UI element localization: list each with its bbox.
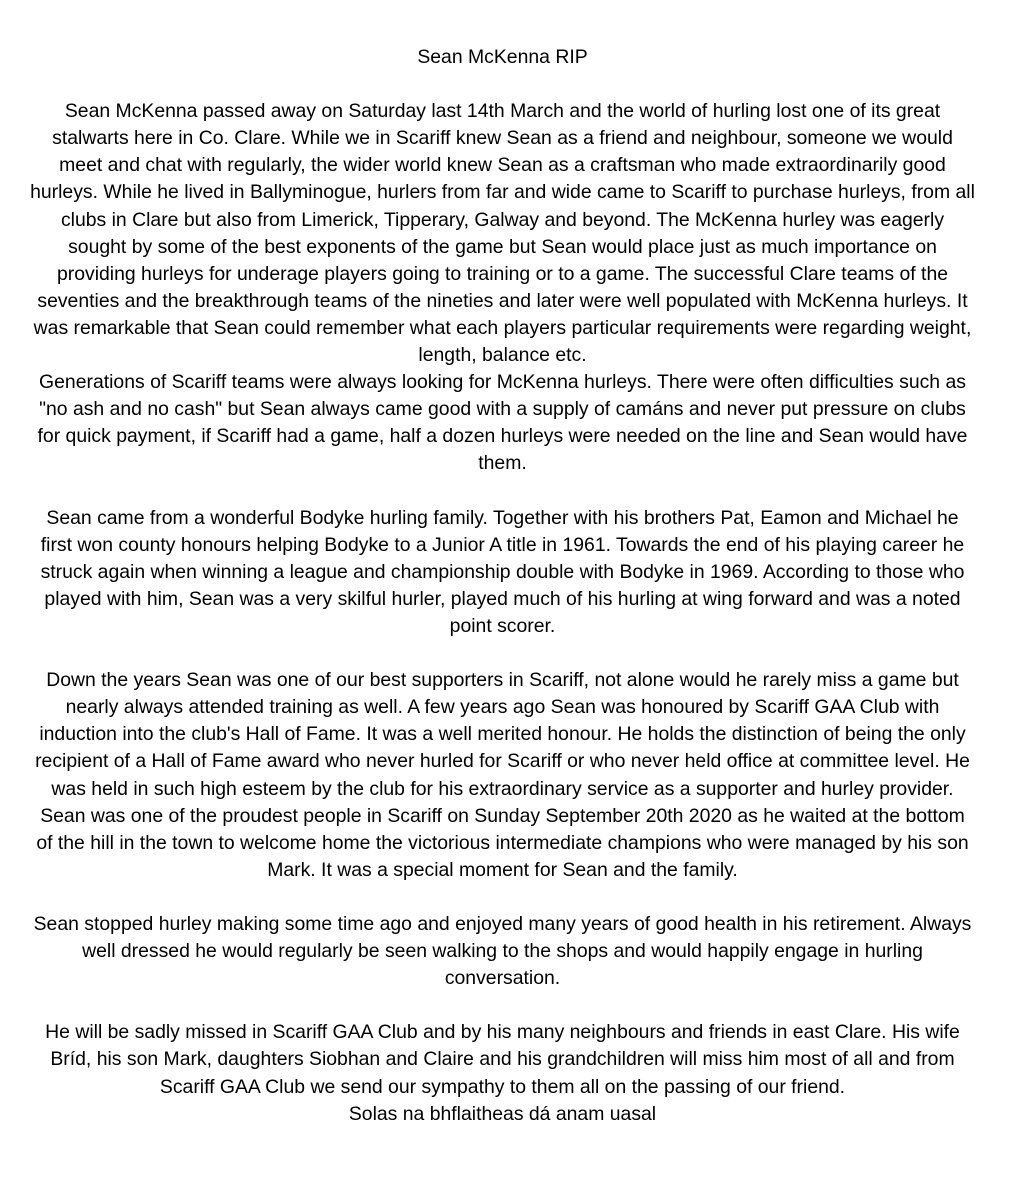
paragraph-supporter: Down the years Sean was one of our best supporters in Scariff, not alone would he rarely miss a game but nearly always attended training as well. A few years ago Sean was honoured by Scariff GAA Club with induction into the club's Hall of Fame. It was a well merited honour. He holds the distinction of being the only recipient of a Hall of Fame award who never hurled for Scariff or who never held office at committee level. He was held in such high esteem by the club for his extraordinary service as a supporter and hurley provider. Sean was one of the proudest people in Scariff on Sunday September 20th 2020 as he waited at the bottom of the hill in the town to welcome home the victorious intermediate champions who were managed by his son Mark. It was a special moment for Sean and the family. <box>35 669 970 881</box>
spacer <box>30 478 975 505</box>
spacer <box>30 640 975 667</box>
paragraph-bodyke: Sean came from a wonderful Bodyke hurling family. Together with his brothers Pat, Eamon and Michael he first won county honours helping Bodyke to a Junior A title in 1961. Towards the end of his playing career he struck again when winning a league and championship double with Bodyke in 1969. According to those who played with him, Sean was a very skilful hurler, played much of his hurling at wing forward and was a noted point scorer. <box>40 506 965 637</box>
paragraph-generations: Generations of Scariff teams were always looking for McKenna hurleys. There were often difficulties such as "no ash and no cash" but Sean always came good with a supply of camáns and never put pressure on clubs for quick payment, if Scariff had a game, half a dozen hurleys were needed on the line and Sean would have them. <box>37 371 968 475</box>
spacer <box>30 71 975 98</box>
paragraph-tribute: Sean McKenna passed away on Saturday last 14th March and the world of hurling lost one of its great stalwarts here in Co. Clare. While we in Scariff knew Sean as a friend and neighbour, someone we would meet and chat with regularly, the wider world knew Sean as a craftsman who made extraordinarily good hurleys. While he lived in Ballyminogue, hurlers from far and wide came to Scariff to purchase hurleys, from all clubs in Clare but also from Limerick, Tipperary, Galway and beyond. The McKenna hurley was eagerly sought by some of the best exponents of the game but Sean would place just as much importance on providing hurleys for underage players going to training or to a game. The successful Clare teams of the seventies and the breakthrough teams of the nineties and later were well populated with McKenna hurleys. It was remarkable that Sean could remember what each players particular requirements were regarding weight, length, balance etc. <box>30 100 975 367</box>
page-title: Sean McKenna RIP <box>417 46 588 68</box>
paragraph-retirement: Sean stopped hurley making some time ago and enjoyed many years of good health in his retirement. Always well dressed he would regularly be seen walking to the shops and would happily engage in hurling conversation. <box>33 913 972 990</box>
spacer <box>30 992 975 1019</box>
paragraph-condolences: He will be sadly missed in Scariff GAA Club and by his many neighbours and friends in east Clare. His wife Bríd, his son Mark, daughters Siobhan and Claire and his grandchildren will miss him most of all and from Scariff GAA Club we send our sympathy to them all on the passing of our friend. <box>45 1021 960 1098</box>
closing-blessing: Solas na bhflaitheas dá anam uasal <box>348 1102 657 1125</box>
spacer <box>30 884 975 911</box>
document-body <box>30 44 975 1128</box>
